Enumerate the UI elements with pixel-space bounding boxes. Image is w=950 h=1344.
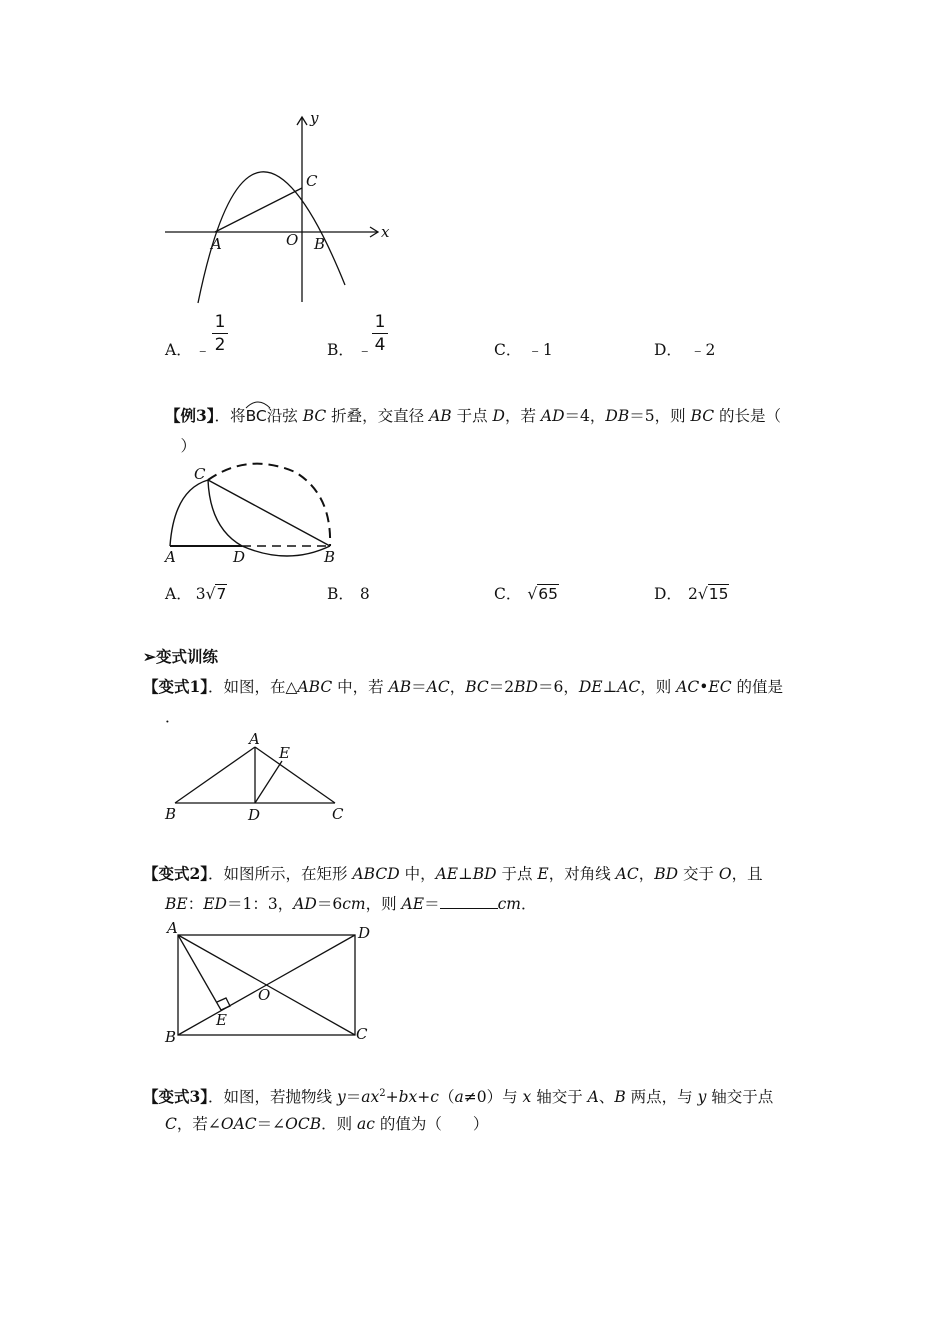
axis-x-label: x xyxy=(381,223,390,241)
point-b-label: B xyxy=(165,1028,177,1046)
point-b-label: B xyxy=(165,805,177,823)
triangle-figure xyxy=(160,730,360,825)
example-3-option-a: A． 3√7 xyxy=(165,585,227,603)
point-d-label: D xyxy=(248,806,261,824)
arc-bc: BC xyxy=(246,403,267,429)
point-b-label: B xyxy=(324,548,336,566)
rectangle-figure xyxy=(160,918,385,1048)
variant-2-stem-2: BE：ED＝1：3，AD＝6cm，则 AE＝ cm． xyxy=(165,895,537,913)
option-b: B． xyxy=(327,341,354,359)
example-3-option-c: C． √65 xyxy=(494,585,558,603)
point-a-label: A xyxy=(249,730,260,748)
point-d-label: D xyxy=(233,548,246,566)
example-3-stem: 【例3】．将 BC沿弦 BC 折叠，交直径 AB 于点 D，若 AD＝4，DB＝5，则 BC 的长是（ xyxy=(165,403,810,429)
sqrt-15: √15 xyxy=(697,585,729,603)
example-3-tag: 【例3】 xyxy=(165,406,215,425)
point-a-label: A xyxy=(211,235,222,253)
point-c-label: C xyxy=(356,1025,368,1043)
option-a: A． xyxy=(165,341,192,359)
option-b-fraction: 1 4 xyxy=(372,312,388,355)
example-3-stem-end: ） xyxy=(165,437,197,455)
variant-3-stem: 【变式3】．如图，若抛物线 $y=ax^2+bx+c(a\ne 0)$与 x 轴交于 A、B 两点，与 y 轴交于点 xyxy=(143,1087,774,1107)
answer-blank[interactable] xyxy=(440,894,498,909)
sqrt-7: √7 xyxy=(205,585,227,603)
option-b-sign: ﹣ xyxy=(357,341,373,359)
point-o-label: O xyxy=(258,986,271,1004)
example-3-option-d: D． 2√15 xyxy=(654,585,729,603)
variant-1-tag: 【变式1】 xyxy=(143,677,209,696)
option-d: D． ﹣2 xyxy=(654,341,716,359)
variant-1-stem-end: ． xyxy=(165,708,181,726)
axis-y-label: y xyxy=(310,109,319,127)
point-e-label: E xyxy=(216,1011,227,1029)
point-o-label: O xyxy=(286,231,299,249)
point-a-label: A xyxy=(165,548,176,566)
point-b-label: B xyxy=(314,235,326,253)
point-c-label: C xyxy=(194,465,206,483)
point-c-label: C xyxy=(332,805,344,823)
section-title: ➢变式训练 xyxy=(143,647,218,666)
variant-3-stem-2: C，若∠OAC＝∠OCB．则 ac 的值为（ ） xyxy=(165,1115,489,1133)
point-d-label: D xyxy=(358,924,371,942)
parabola-figure xyxy=(160,105,400,310)
point-a-label: A xyxy=(167,919,178,937)
variant-2-stem: 【变式2】．如图所示，在矩形 ABCD 中，AE⊥BD 于点 E，对角线 AC，BD 交于 O，且 xyxy=(143,864,763,883)
arc-mark-icon xyxy=(245,399,271,409)
point-c-label: C xyxy=(306,172,318,190)
sqrt-65: √65 xyxy=(527,585,558,603)
option-a-sign: ﹣ xyxy=(195,341,211,359)
example-3-option-b: B． 8 xyxy=(327,585,370,603)
variant-3-tag: 【变式3】 xyxy=(143,1087,209,1107)
folded-semicircle-figure xyxy=(160,458,350,568)
option-a-fraction: 1 2 xyxy=(212,312,228,355)
option-c: C． ﹣1 xyxy=(494,341,553,359)
point-e-label: E xyxy=(279,744,290,762)
variant-2-tag: 【变式2】 xyxy=(143,864,209,883)
variant-1-stem: 【变式1】．如图，在△ABC 中，若 AB＝AC，BC＝2BD＝6，DE⊥AC，则 AC•EC 的值是 xyxy=(143,677,784,696)
